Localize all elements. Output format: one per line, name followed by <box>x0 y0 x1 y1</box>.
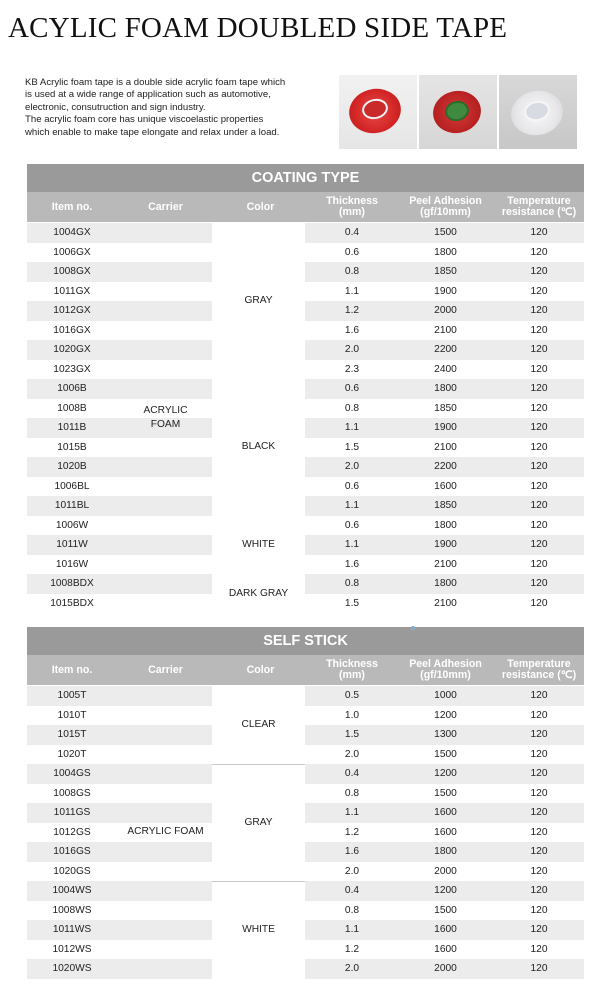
table-row <box>27 301 584 321</box>
cell-item: 1010T <box>57 709 87 721</box>
cell-peel: 1850 <box>434 500 457 511</box>
color-cell <box>212 516 305 575</box>
cell-peel: 1800 <box>434 383 457 394</box>
column-header-line: Thickness <box>326 658 378 670</box>
cell-item: 1008B <box>57 402 87 414</box>
cell-item: 1020T <box>57 748 87 760</box>
cell-temp: 120 <box>530 846 548 857</box>
column-header-line: Item no. <box>51 200 93 213</box>
cell-thickness: 0.4 <box>344 227 360 238</box>
cell-peel: 1800 <box>434 846 457 857</box>
cell-item: 1005T <box>57 690 87 701</box>
clear-tape-roll-photo <box>499 75 577 149</box>
carrier-line: ACRYLIC <box>143 405 188 416</box>
table-row <box>27 920 584 940</box>
cell-peel: 1600 <box>434 480 457 492</box>
cell-temp: 120 <box>530 539 548 550</box>
column-header-line: (gf/10mm) <box>420 206 471 218</box>
cell-peel: 1200 <box>434 768 457 779</box>
cell-peel: 1500 <box>434 227 457 238</box>
table-row <box>27 379 584 399</box>
column-header-line: Temperature <box>507 658 571 670</box>
table-row <box>27 745 584 765</box>
cell-peel: 1600 <box>434 943 457 955</box>
carrier-line: FOAM <box>150 419 181 430</box>
cell-thickness: 0.6 <box>344 383 360 394</box>
cell-thickness: 2.0 <box>344 865 360 877</box>
cell-thickness: 2.3 <box>344 363 360 375</box>
table-row <box>27 321 584 341</box>
column-header <box>214 192 307 222</box>
red-green-tape-roll-photo <box>419 75 497 149</box>
cell-temp: 120 <box>530 227 548 238</box>
table-row <box>27 535 584 555</box>
cell-item: 1020GS <box>53 865 91 877</box>
column-header-line: (mm) <box>339 669 365 681</box>
table-row <box>27 803 584 823</box>
red-tape-roll-photo <box>339 75 417 149</box>
cell-peel: 1900 <box>434 422 457 433</box>
table-row <box>27 496 584 516</box>
color-cell <box>212 574 305 613</box>
decorative-dot <box>411 626 415 630</box>
cell-thickness: 0.4 <box>344 768 360 779</box>
intro-text <box>25 77 337 139</box>
cell-temp: 120 <box>530 709 548 721</box>
cell-thickness: 0.6 <box>344 246 360 258</box>
cell-item: 1023GX <box>53 363 91 375</box>
cell-temp: 120 <box>530 690 548 701</box>
cell-temp: 120 <box>530 558 548 570</box>
table-row <box>27 901 584 921</box>
cell-temp: 120 <box>530 441 548 453</box>
column-header-line: Thickness <box>326 195 378 207</box>
column-header-line: (gf/10mm) <box>420 669 471 681</box>
cell-temp: 120 <box>530 943 548 955</box>
table-row <box>27 516 584 536</box>
column-header <box>27 192 117 222</box>
cell-temp: 120 <box>530 344 548 355</box>
table-row <box>27 477 584 497</box>
cell-temp: 120 <box>530 924 548 935</box>
table-row <box>27 881 584 901</box>
intro-line: is used at a wide range of application such as automotive, <box>25 89 271 101</box>
table-header <box>27 655 584 685</box>
cell-thickness: 2.0 <box>344 748 360 760</box>
column-header <box>494 655 584 685</box>
column-header <box>214 655 307 685</box>
cell-peel: 2100 <box>434 558 457 570</box>
cell-peel: 2000 <box>434 963 457 974</box>
cell-item: 1011GS <box>53 807 91 818</box>
cell-thickness: 1.5 <box>344 729 360 740</box>
cell-item: 1020GX <box>53 344 91 355</box>
cell-peel: 1800 <box>434 246 457 258</box>
cell-peel: 1900 <box>434 285 457 297</box>
cell-peel: 1200 <box>434 709 457 721</box>
cell-temp: 120 <box>530 363 548 375</box>
column-header <box>397 655 494 685</box>
color-cell <box>212 881 305 979</box>
column-header-line: Carrier <box>148 200 183 213</box>
color-cell <box>212 764 305 881</box>
table-row <box>27 282 584 302</box>
cell-thickness: 1.6 <box>344 846 360 857</box>
cell-thickness: 0.8 <box>344 578 360 589</box>
cell-item: 1006BL <box>54 480 90 492</box>
cell-peel: 1850 <box>434 402 457 414</box>
intro-line: which enable to make tape elongate and relax under a load. <box>25 126 280 138</box>
intro-line: KB Acrylic foam tape is a double side acrylic foam tape which <box>25 77 286 88</box>
cell-thickness: 1.1 <box>344 807 360 818</box>
cell-item: 1011WS <box>52 924 92 935</box>
cell-temp: 120 <box>530 266 548 277</box>
section-title: SELF STICK <box>27 627 584 655</box>
cell-thickness: 1.1 <box>344 500 360 511</box>
color-cell <box>212 223 305 379</box>
carrier-line: ACRYLIC FOAM <box>127 826 204 838</box>
cell-peel: 2000 <box>434 865 457 877</box>
cell-item: 1006W <box>55 519 89 531</box>
cell-temp: 120 <box>530 826 548 838</box>
cell-temp: 120 <box>530 402 548 414</box>
cell-peel: 2200 <box>434 461 457 472</box>
cell-temp: 120 <box>530 597 548 609</box>
cell-temp: 120 <box>530 807 548 818</box>
cell-thickness: 1.5 <box>344 441 360 453</box>
column-header <box>117 655 214 685</box>
cell-peel: 1000 <box>434 690 457 701</box>
cell-temp: 120 <box>530 768 548 779</box>
cell-temp: 120 <box>530 885 548 896</box>
cell-item: 1008GX <box>53 266 91 277</box>
table-row <box>27 262 584 282</box>
cell-peel: 2100 <box>434 597 457 609</box>
cell-peel: 2400 <box>434 363 457 375</box>
table-row <box>27 457 584 477</box>
table-row <box>27 360 584 380</box>
page-title: ACYLIC FOAM DOUBLED SIDE TAPE <box>8 12 508 44</box>
cell-thickness: 1.1 <box>344 924 360 935</box>
column-header-line: resistance (℃) <box>501 669 577 681</box>
column-header <box>27 655 117 685</box>
cell-thickness: 0.6 <box>344 480 360 492</box>
cell-peel: 2000 <box>434 305 457 316</box>
cell-temp: 120 <box>530 324 548 336</box>
color-label: BLACK <box>241 441 276 453</box>
column-header-line: Temperature <box>507 195 571 207</box>
column-header <box>307 192 397 222</box>
cell-thickness: 0.4 <box>344 885 360 896</box>
cell-item: 1016GS <box>53 846 91 857</box>
cell-temp: 120 <box>530 748 548 760</box>
cell-temp: 120 <box>530 963 548 974</box>
group-divider <box>212 881 305 882</box>
table-row <box>27 784 584 804</box>
cell-item: 1004WS <box>52 885 92 896</box>
column-header-line: Color <box>246 663 275 676</box>
cell-peel: 1200 <box>434 885 457 896</box>
carrier-cell <box>117 686 214 979</box>
cell-thickness: 1.5 <box>344 597 360 609</box>
cell-temp: 120 <box>530 865 548 877</box>
cell-peel: 1600 <box>434 807 457 818</box>
cell-item: 1012GX <box>53 305 91 316</box>
table-row <box>27 594 584 614</box>
column-header <box>307 655 397 685</box>
cell-thickness: 1.6 <box>344 558 360 570</box>
cell-item: 1020WS <box>52 963 92 974</box>
cell-temp: 120 <box>530 285 548 297</box>
cell-thickness: 0.6 <box>344 519 360 531</box>
cell-item: 1006GX <box>53 246 91 258</box>
table-row <box>27 940 584 960</box>
color-label: CLEAR <box>241 719 276 730</box>
cell-thickness: 1.2 <box>344 826 360 838</box>
cell-peel: 2100 <box>434 441 457 453</box>
table-row <box>27 555 584 575</box>
cell-item: 1020B <box>57 461 87 472</box>
cell-temp: 120 <box>530 578 548 589</box>
cell-temp: 120 <box>530 787 548 799</box>
table-row <box>27 686 584 706</box>
cell-item: 1011BL <box>54 500 90 511</box>
cell-temp: 120 <box>530 729 548 740</box>
cell-item: 1011GX <box>53 285 91 297</box>
table-row <box>27 340 584 360</box>
table-row <box>27 725 584 745</box>
cell-peel: 1900 <box>434 539 457 550</box>
table-row <box>27 399 584 419</box>
column-header-line: Item no. <box>51 663 93 676</box>
cell-peel: 1850 <box>434 266 457 277</box>
intro-line: electronic, consutruction and sign industry. <box>25 101 206 113</box>
color-label: GRAY <box>244 816 273 828</box>
color-cell <box>212 686 305 764</box>
cell-peel: 1600 <box>434 924 457 935</box>
cell-item: 1008WS <box>52 904 92 916</box>
table-row <box>27 438 584 458</box>
section-title: COATING TYPE <box>27 164 584 192</box>
carrier-cell <box>117 223 214 613</box>
table-row <box>27 223 584 243</box>
cell-temp: 120 <box>530 383 548 394</box>
column-header-line: Color <box>246 200 275 213</box>
cell-temp: 120 <box>530 461 548 472</box>
cell-item: 1008GS <box>53 787 91 799</box>
cell-item: 1004GS <box>53 768 91 779</box>
cell-item: 1008BDX <box>50 578 94 589</box>
column-header <box>117 192 214 222</box>
intro-line: The acrylic foam core has unique viscoelastic properties <box>25 114 264 126</box>
color-cell <box>212 379 305 516</box>
cell-temp: 120 <box>530 904 548 916</box>
cell-peel: 1500 <box>434 787 457 799</box>
cell-item: 1004GX <box>53 227 91 238</box>
color-label: GRAY <box>244 295 273 306</box>
color-label: WHITE <box>242 538 275 550</box>
table-row <box>27 706 584 726</box>
cell-thickness: 0.8 <box>344 266 360 277</box>
cell-item: 1015BDX <box>50 597 94 609</box>
group-divider <box>212 764 305 765</box>
column-header-line: Peel Adhesion <box>409 195 482 207</box>
cell-item: 1012GS <box>53 826 91 838</box>
cell-thickness: 1.1 <box>344 285 360 297</box>
cell-thickness: 1.1 <box>344 422 360 433</box>
cell-peel: 1800 <box>434 578 457 589</box>
table-row <box>27 823 584 843</box>
cell-peel: 1500 <box>434 748 457 760</box>
cell-thickness: 2.0 <box>344 344 360 355</box>
cell-temp: 120 <box>530 519 548 531</box>
cell-thickness: 1.0 <box>344 709 360 721</box>
table-header <box>27 192 584 222</box>
cell-item: 1016W <box>55 558 89 570</box>
cell-thickness: 0.5 <box>344 690 360 701</box>
cell-item: 1015B <box>57 441 87 453</box>
cell-thickness: 0.8 <box>344 402 360 414</box>
column-header-line: (mm) <box>339 206 365 218</box>
table-row <box>27 764 584 784</box>
cell-peel: 1800 <box>434 519 457 531</box>
column-header-line: Peel Adhesion <box>409 658 482 670</box>
cell-peel: 1600 <box>434 826 457 838</box>
cell-item: 1006B <box>57 383 87 394</box>
column-header-line: Carrier <box>148 663 183 676</box>
column-header <box>494 192 584 222</box>
cell-item: 1011W <box>56 539 88 550</box>
table-row <box>27 862 584 882</box>
cell-thickness: 1.6 <box>344 324 360 336</box>
cell-peel: 2100 <box>434 324 457 336</box>
cell-temp: 120 <box>530 246 548 258</box>
table-row <box>27 243 584 263</box>
cell-temp: 120 <box>530 422 548 433</box>
cell-thickness: 1.2 <box>344 943 360 955</box>
cell-item: 1016GX <box>53 324 91 336</box>
cell-thickness: 0.8 <box>344 787 360 799</box>
cell-item: 1015T <box>57 729 87 740</box>
cell-temp: 120 <box>530 305 548 316</box>
product-photos <box>339 75 577 149</box>
column-header-line: resistance (℃) <box>501 206 577 218</box>
cell-thickness: 1.1 <box>344 539 360 550</box>
color-label: DARK GRAY <box>228 587 289 599</box>
cell-thickness: 2.0 <box>344 963 360 974</box>
table-row <box>27 574 584 594</box>
cell-item: 1011B <box>57 422 87 433</box>
cell-peel: 2200 <box>434 344 457 355</box>
table-row <box>27 959 584 979</box>
column-header <box>397 192 494 222</box>
cell-temp: 120 <box>530 480 548 492</box>
cell-temp: 120 <box>530 500 548 511</box>
color-label: WHITE <box>242 923 275 935</box>
cell-peel: 1500 <box>434 904 457 916</box>
cell-item: 1012WS <box>52 943 92 955</box>
cell-thickness: 2.0 <box>344 461 360 472</box>
cell-peel: 1300 <box>434 729 457 740</box>
cell-thickness: 0.8 <box>344 904 360 916</box>
table-row <box>27 842 584 862</box>
cell-thickness: 1.2 <box>344 305 360 316</box>
table-row <box>27 418 584 438</box>
